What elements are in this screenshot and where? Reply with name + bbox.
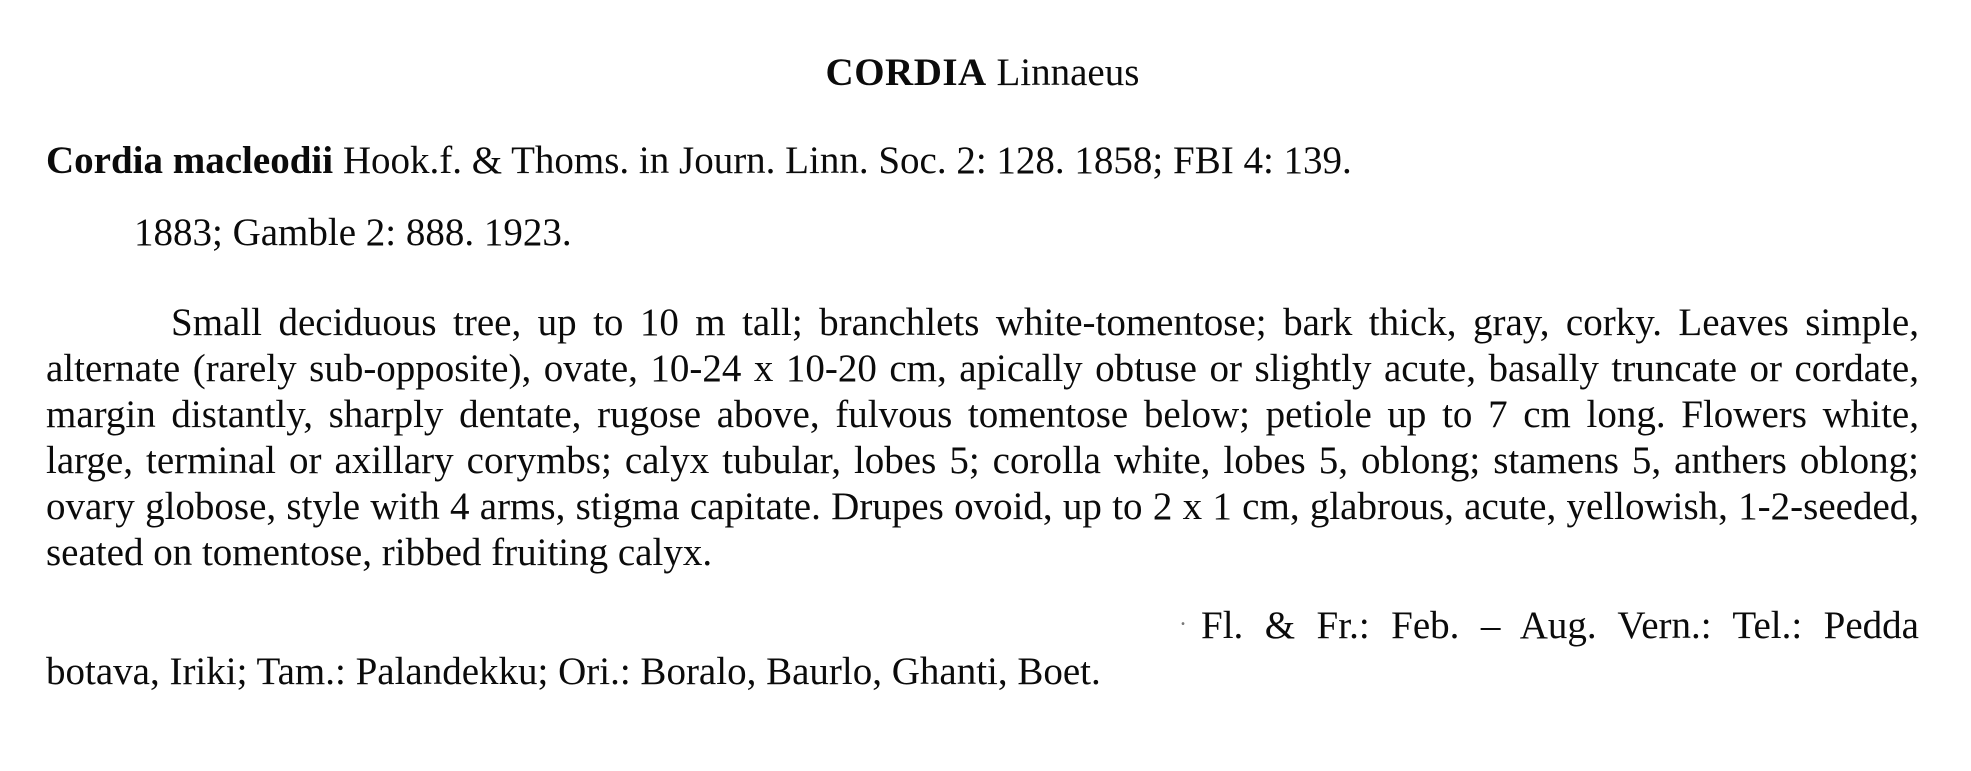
citation-continuation-line: 1883; Gamble 2: 888. 1923.	[134, 211, 572, 254]
species-name: Cordia macleodii	[46, 139, 334, 182]
phenology-vernacular-paragraph: Fl. & Fr.: Feb. – Aug. Vern.: Tel.: Pedda botava, Iriki; Tam.: Palandekku; Ori.: Boralo, Baurlo, Ghanti, Boet.	[46, 604, 1919, 693]
species-citation: Hook.f. & Thoms. in Journ. Linn. Soc. 2: 128. 1858; FBI 4: 139.	[333, 139, 1352, 182]
genus-name: CORDIA	[825, 51, 987, 94]
species-heading	[46, 138, 1919, 184]
genus-heading	[46, 50, 1919, 96]
scan-artifact-dot: .	[1180, 605, 1186, 631]
genus-author: Linnaeus	[986, 51, 1140, 94]
species-description-paragraph: Small deciduous tree, up to 10 m tall; branchlets white-tomentose; bark thick, gray, corky. Leaves simple, alternate (rarely sub-opposite), ovate, 10-24 x 10-20 cm, apically obtuse or slightly acute, basally truncate or cordate, margin distantly, sharply dentate, rugose above, fulvous tomentose below; petiole up to 7 cm long. Flowers white, large, terminal or axillary corymbs; calyx tubular, lobes 5; corolla white, lobes 5, oblong; stamens 5, anthers oblong; ovary globose, style with 4 arms, stigma capitate. Drupes ovoid, up to 2 x 1 cm, glabrous, acute, yellowish, 1-2-seeded, seated on tomentose, ribbed fruiting calyx.	[46, 301, 1919, 574]
